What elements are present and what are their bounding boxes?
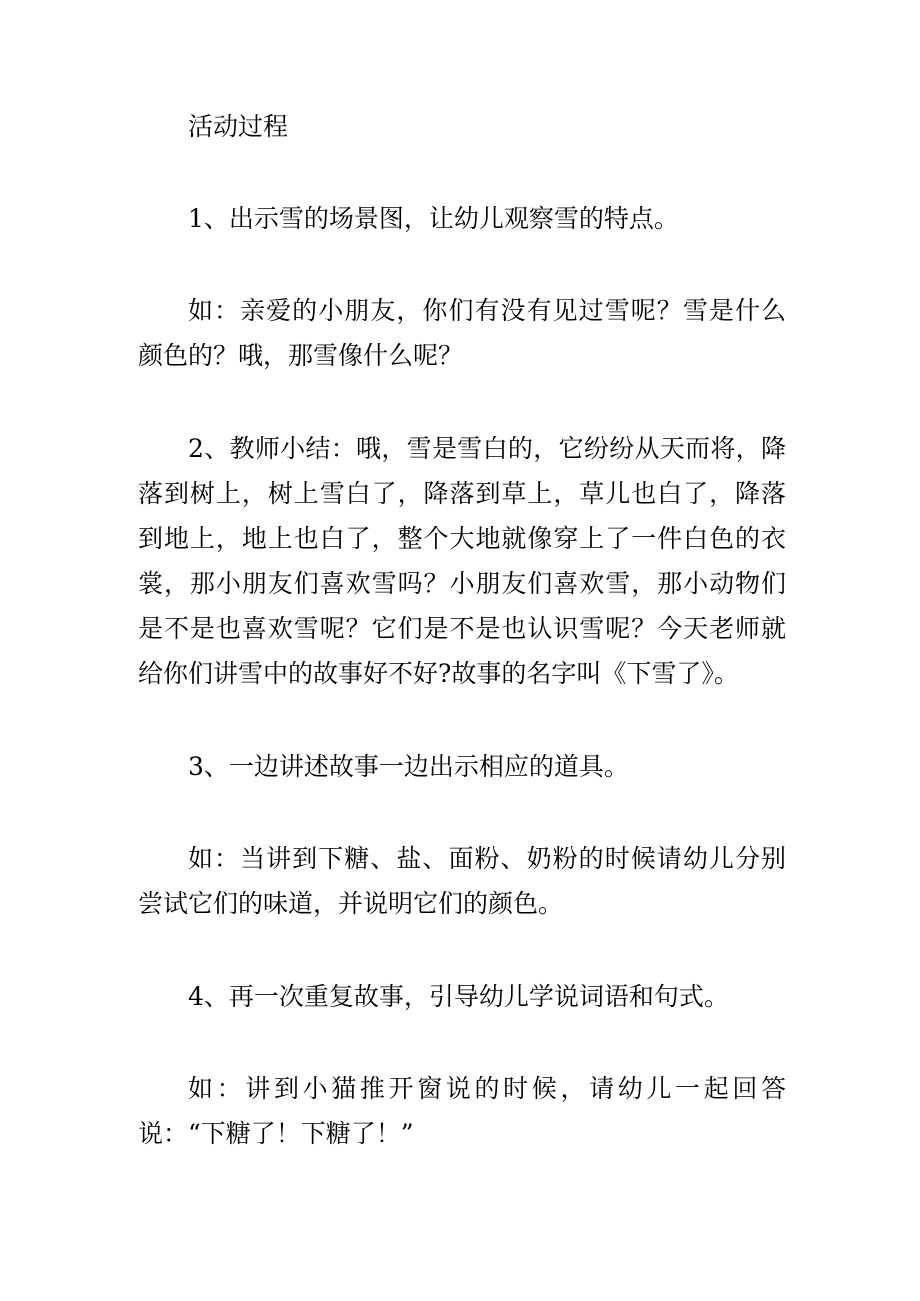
paragraph-example-3: 如：当讲到下糖、盐、面粉、奶粉的时候请幼儿分别尝试它们的味道，并说明它们的颜色。 xyxy=(138,844,786,918)
document-body xyxy=(138,104,786,1156)
paragraph-example-1: 如：亲爱的小朋友，你们有没有见过雪呢？雪是什么颜色的？哦，那雪像什么呢？ xyxy=(138,296,786,370)
paragraph-step-2: 2、教师小结：哦，雪是雪白的，它纷纷从天而将，降落到树上，树上雪白了，降落到草上，草儿也白了，降落到地上，地上也白了，整个大地就像穿上了一件白色的衣裳，那小朋友们喜欢雪吗？小朋友们喜欢雪，那小动物们是不是也喜欢雪呢？它们是不是也认识雪呢？今天老师就给你们讲雪中的故事好不好?故事的名字叫《下雪了》。 xyxy=(138,434,786,688)
paragraph-step-4: 4、再一次重复故事，引导幼儿学说词语和句式。 xyxy=(188,982,729,1011)
paragraph-step-1: 1、出示雪的场景图，让幼儿观察雪的特点。 xyxy=(188,204,679,233)
section-heading: 活动过程 xyxy=(188,112,289,141)
paragraph-example-4: 如：讲到小猫推开窗说的时候，请幼儿一起回答说：“下糖了！下糖了！” xyxy=(138,1074,786,1148)
paragraph-step-3: 3、一边讲述故事一边出示相应的道具。 xyxy=(188,752,629,781)
